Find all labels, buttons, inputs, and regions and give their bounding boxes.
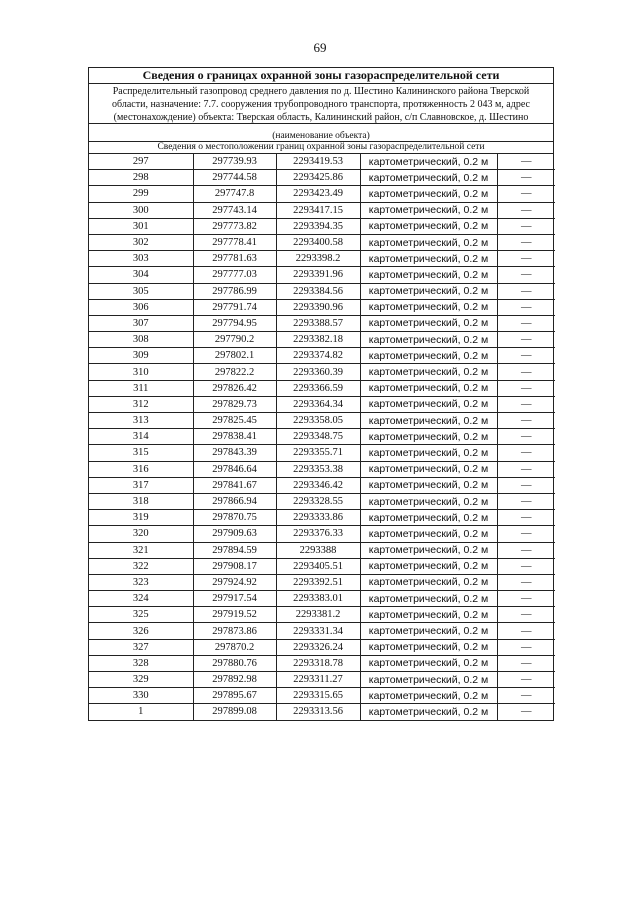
point-number-cell: 315 bbox=[89, 445, 193, 461]
point-number-cell: 311 bbox=[89, 380, 193, 396]
method-cell: картометрический, 0.2 м bbox=[360, 672, 497, 688]
extra-cell: — bbox=[497, 283, 555, 299]
table-row bbox=[89, 558, 555, 574]
extra-cell: — bbox=[497, 477, 555, 493]
extra-cell: — bbox=[497, 364, 555, 380]
extra-cell: — bbox=[497, 348, 555, 364]
point-number-cell: 319 bbox=[89, 510, 193, 526]
y-coordinate-cell: 2293328.55 bbox=[276, 493, 360, 509]
point-number-cell: 316 bbox=[89, 461, 193, 477]
y-coordinate-cell: 2293355.71 bbox=[276, 445, 360, 461]
x-coordinate-cell: 297744.58 bbox=[193, 170, 276, 186]
x-coordinate-cell: 297790.2 bbox=[193, 332, 276, 348]
extra-cell: — bbox=[497, 186, 555, 202]
point-number-cell: 307 bbox=[89, 315, 193, 331]
y-coordinate-cell: 2293390.96 bbox=[276, 299, 360, 315]
y-coordinate-cell: 2293394.35 bbox=[276, 218, 360, 234]
y-coordinate-cell: 2293419.53 bbox=[276, 154, 360, 170]
method-cell: картометрический, 0.2 м bbox=[360, 348, 497, 364]
method-cell: картометрический, 0.2 м bbox=[360, 461, 497, 477]
extra-cell: — bbox=[497, 445, 555, 461]
method-cell: картометрический, 0.2 м bbox=[360, 526, 497, 542]
x-coordinate-cell: 297894.59 bbox=[193, 542, 276, 558]
point-number-cell: 299 bbox=[89, 186, 193, 202]
y-coordinate-cell: 2293366.59 bbox=[276, 380, 360, 396]
extra-cell: — bbox=[497, 267, 555, 283]
method-cell: картометрический, 0.2 м bbox=[360, 380, 497, 396]
y-coordinate-cell: 2293381.2 bbox=[276, 607, 360, 623]
x-coordinate-cell: 297826.42 bbox=[193, 380, 276, 396]
method-cell: картометрический, 0.2 м bbox=[360, 493, 497, 509]
x-coordinate-cell: 297917.54 bbox=[193, 591, 276, 607]
table-row bbox=[89, 348, 555, 364]
x-coordinate-cell: 297778.41 bbox=[193, 234, 276, 250]
extra-cell: — bbox=[497, 688, 555, 704]
table-row bbox=[89, 526, 555, 542]
coordinates-table-body bbox=[89, 154, 555, 720]
y-coordinate-cell: 2293391.96 bbox=[276, 267, 360, 283]
point-number-cell: 328 bbox=[89, 655, 193, 671]
table-row bbox=[89, 202, 555, 218]
point-number-cell: 302 bbox=[89, 234, 193, 250]
y-coordinate-cell: 2293315.65 bbox=[276, 688, 360, 704]
table-row bbox=[89, 510, 555, 526]
point-number-cell: 306 bbox=[89, 299, 193, 315]
x-coordinate-cell: 297908.17 bbox=[193, 558, 276, 574]
extra-cell: — bbox=[497, 154, 555, 170]
table-row bbox=[89, 542, 555, 558]
point-number-cell: 323 bbox=[89, 574, 193, 590]
method-cell: картометрический, 0.2 м bbox=[360, 558, 497, 574]
extra-cell: — bbox=[497, 234, 555, 250]
table-row bbox=[89, 186, 555, 202]
table-row bbox=[89, 445, 555, 461]
table-row bbox=[89, 623, 555, 639]
y-coordinate-cell: 2293383.01 bbox=[276, 591, 360, 607]
point-number-cell: 320 bbox=[89, 526, 193, 542]
extra-cell: — bbox=[497, 510, 555, 526]
y-coordinate-cell: 2293425.86 bbox=[276, 170, 360, 186]
point-number-cell: 318 bbox=[89, 493, 193, 509]
extra-cell: — bbox=[497, 591, 555, 607]
y-coordinate-cell: 2293331.34 bbox=[276, 623, 360, 639]
y-coordinate-cell: 2293311.27 bbox=[276, 672, 360, 688]
method-cell: картометрический, 0.2 м bbox=[360, 251, 497, 267]
y-coordinate-cell: 2293313.56 bbox=[276, 704, 360, 720]
point-number-cell: 321 bbox=[89, 542, 193, 558]
extra-cell: — bbox=[497, 639, 555, 655]
y-coordinate-cell: 2293326.24 bbox=[276, 639, 360, 655]
method-cell: картометрический, 0.2 м bbox=[360, 202, 497, 218]
method-cell: картометрический, 0.2 м bbox=[360, 364, 497, 380]
method-cell: картометрический, 0.2 м bbox=[360, 510, 497, 526]
y-coordinate-cell: 2293405.51 bbox=[276, 558, 360, 574]
extra-cell: — bbox=[497, 299, 555, 315]
table-row bbox=[89, 267, 555, 283]
method-cell: картометрический, 0.2 м bbox=[360, 477, 497, 493]
method-cell: картометрический, 0.2 м bbox=[360, 623, 497, 639]
extra-cell: — bbox=[497, 461, 555, 477]
table-row bbox=[89, 672, 555, 688]
document-title: Сведения о границах охранной зоны газораспределительной сети bbox=[89, 68, 553, 84]
table-row bbox=[89, 170, 555, 186]
table-row bbox=[89, 591, 555, 607]
method-cell: картометрический, 0.2 м bbox=[360, 396, 497, 412]
x-coordinate-cell: 297786.99 bbox=[193, 283, 276, 299]
table-row bbox=[89, 477, 555, 493]
point-number-cell: 305 bbox=[89, 283, 193, 299]
point-number-cell: 1 bbox=[89, 704, 193, 720]
table-row bbox=[89, 396, 555, 412]
y-coordinate-cell: 2293400.58 bbox=[276, 234, 360, 250]
point-number-cell: 329 bbox=[89, 672, 193, 688]
extra-cell: — bbox=[497, 655, 555, 671]
method-cell: картометрический, 0.2 м bbox=[360, 413, 497, 429]
x-coordinate-cell: 297846.64 bbox=[193, 461, 276, 477]
point-number-cell: 304 bbox=[89, 267, 193, 283]
extra-cell: — bbox=[497, 542, 555, 558]
method-cell: картометрический, 0.2 м bbox=[360, 332, 497, 348]
page-number: 69 bbox=[313, 40, 327, 55]
y-coordinate-cell: 2293353.38 bbox=[276, 461, 360, 477]
x-coordinate-cell: 297739.93 bbox=[193, 154, 276, 170]
x-coordinate-cell: 297791.74 bbox=[193, 299, 276, 315]
point-number-cell: 310 bbox=[89, 364, 193, 380]
table-row bbox=[89, 429, 555, 445]
x-coordinate-cell: 297838.41 bbox=[193, 429, 276, 445]
point-number-cell: 322 bbox=[89, 558, 193, 574]
point-number-cell: 317 bbox=[89, 477, 193, 493]
y-coordinate-cell: 2293333.86 bbox=[276, 510, 360, 526]
y-coordinate-cell: 2293388 bbox=[276, 542, 360, 558]
method-cell: картометрический, 0.2 м bbox=[360, 704, 497, 720]
x-coordinate-cell: 297825.45 bbox=[193, 413, 276, 429]
x-coordinate-cell: 297794.95 bbox=[193, 315, 276, 331]
extra-cell: — bbox=[521, 706, 532, 718]
point-number-cell: 297 bbox=[89, 154, 193, 170]
x-coordinate-cell: 297829.73 bbox=[193, 396, 276, 412]
x-coordinate-cell: 297773.82 bbox=[193, 218, 276, 234]
y-coordinate-cell: 2293384.56 bbox=[276, 283, 360, 299]
table-row bbox=[89, 639, 555, 655]
extra-cell: — bbox=[497, 202, 555, 218]
point-number-cell: 327 bbox=[89, 639, 193, 655]
x-coordinate-cell: 297873.86 bbox=[193, 623, 276, 639]
table-row bbox=[89, 704, 555, 720]
table-row bbox=[89, 574, 555, 590]
x-coordinate-cell: 297899.08 bbox=[193, 704, 276, 720]
extra-cell: — bbox=[497, 413, 555, 429]
y-coordinate-cell: 2293364.34 bbox=[276, 396, 360, 412]
x-coordinate-cell: 297892.98 bbox=[193, 672, 276, 688]
method-cell: картометрический, 0.2 м bbox=[360, 170, 497, 186]
x-coordinate-cell: 297924.92 bbox=[193, 574, 276, 590]
coordinates-table bbox=[89, 154, 555, 720]
x-coordinate-cell: 297870.75 bbox=[193, 510, 276, 526]
point-number-cell: 309 bbox=[89, 348, 193, 364]
extra-cell: — bbox=[497, 429, 555, 445]
table-row bbox=[89, 461, 555, 477]
method-cell: картометрический, 0.2 м bbox=[360, 315, 497, 331]
point-number-cell: 313 bbox=[89, 413, 193, 429]
section-title: Сведения о местоположении границ охранной зоны газораспределительной сети bbox=[89, 142, 553, 154]
table-row bbox=[89, 251, 555, 267]
point-number-cell: 326 bbox=[89, 623, 193, 639]
method-cell: картометрический, 0.2 м bbox=[360, 299, 497, 315]
y-coordinate-cell: 2293374.82 bbox=[276, 348, 360, 364]
method-cell: картометрический, 0.2 м bbox=[360, 639, 497, 655]
method-cell: картометрический, 0.2 м bbox=[360, 607, 497, 623]
point-number-cell: 298 bbox=[89, 170, 193, 186]
protection-zone-sheet bbox=[88, 67, 554, 721]
table-row bbox=[89, 234, 555, 250]
method-cell: картометрический, 0.2 м bbox=[360, 218, 497, 234]
table-row bbox=[89, 688, 555, 704]
table-row bbox=[89, 283, 555, 299]
x-coordinate-cell: 297895.67 bbox=[193, 688, 276, 704]
object-caption: (наименование объекта) bbox=[89, 130, 553, 142]
extra-cell: — bbox=[497, 380, 555, 396]
extra-cell: — bbox=[497, 396, 555, 412]
y-coordinate-cell: 2293376.33 bbox=[276, 526, 360, 542]
extra-cell: — bbox=[497, 607, 555, 623]
y-coordinate-cell: 2293360.39 bbox=[276, 364, 360, 380]
y-coordinate-cell: 2293348.75 bbox=[276, 429, 360, 445]
table-row bbox=[89, 154, 555, 170]
table-row bbox=[89, 413, 555, 429]
extra-cell: — bbox=[497, 672, 555, 688]
method-cell: картометрический, 0.2 м bbox=[360, 267, 497, 283]
extra-cell: — bbox=[497, 332, 555, 348]
y-coordinate-cell: 2293398.2 bbox=[276, 251, 360, 267]
extra-cell: — bbox=[497, 558, 555, 574]
method-cell: картометрический, 0.2 м bbox=[360, 283, 497, 299]
method-cell: картометрический, 0.2 м bbox=[360, 154, 497, 170]
y-coordinate-cell: 2293423.49 bbox=[276, 186, 360, 202]
x-coordinate-cell: 297870.2 bbox=[193, 639, 276, 655]
extra-cell: — bbox=[497, 623, 555, 639]
table-row bbox=[89, 332, 555, 348]
x-coordinate-cell: 297802.1 bbox=[193, 348, 276, 364]
table-row bbox=[89, 493, 555, 509]
method-cell: картометрический, 0.2 м bbox=[360, 688, 497, 704]
table-row bbox=[89, 218, 555, 234]
point-number-cell: 330 bbox=[89, 688, 193, 704]
method-cell: картометрический, 0.2 м bbox=[360, 186, 497, 202]
table-row bbox=[89, 380, 555, 396]
method-cell: картометрический, 0.2 м bbox=[360, 445, 497, 461]
x-coordinate-cell: 297841.67 bbox=[193, 477, 276, 493]
x-coordinate-cell: 297747.8 bbox=[193, 186, 276, 202]
y-coordinate-cell: 2293358.05 bbox=[276, 413, 360, 429]
method-cell: картометрический, 0.2 м bbox=[360, 234, 497, 250]
x-coordinate-cell: 297880.76 bbox=[193, 655, 276, 671]
extra-cell: — bbox=[497, 218, 555, 234]
method-cell: картометрический, 0.2 м bbox=[360, 591, 497, 607]
x-coordinate-cell: 297781.63 bbox=[193, 251, 276, 267]
extra-cell: — bbox=[497, 251, 555, 267]
x-coordinate-cell: 297822.2 bbox=[193, 364, 276, 380]
y-coordinate-cell: 2293346.42 bbox=[276, 477, 360, 493]
point-number-cell: 312 bbox=[89, 396, 193, 412]
y-coordinate-cell: 2293388.57 bbox=[276, 315, 360, 331]
point-number-cell: 314 bbox=[89, 429, 193, 445]
extra-cell: — bbox=[497, 574, 555, 590]
table-row bbox=[89, 364, 555, 380]
point-number-cell: 303 bbox=[89, 251, 193, 267]
extra-cell: — bbox=[497, 315, 555, 331]
x-coordinate-cell: 297843.39 bbox=[193, 445, 276, 461]
table-row bbox=[89, 607, 555, 623]
point-number-cell: 325 bbox=[89, 607, 193, 623]
y-coordinate-cell: 2293382.18 bbox=[276, 332, 360, 348]
object-description: Распределительный газопровод среднего давления по д. Шестино Калининского района Тверской области, назначение: 7.7. сооружения трубопроводного транспорта, протяженность 2 043 м, адрес (местонахождение) объекта: Тверская область, Калининский район, с/п Славновское, д. Шестино bbox=[89, 84, 553, 124]
x-coordinate-cell: 297919.52 bbox=[193, 607, 276, 623]
table-row bbox=[89, 655, 555, 671]
method-cell: картометрический, 0.2 м bbox=[360, 655, 497, 671]
extra-cell: — bbox=[497, 526, 555, 542]
x-coordinate-cell: 297866.94 bbox=[193, 493, 276, 509]
method-cell: картометрический, 0.2 м bbox=[360, 574, 497, 590]
y-coordinate-cell: 2293318.78 bbox=[276, 655, 360, 671]
extra-cell: — bbox=[497, 170, 555, 186]
table-row bbox=[89, 315, 555, 331]
point-number-cell: 301 bbox=[89, 218, 193, 234]
point-number-cell: 324 bbox=[89, 591, 193, 607]
x-coordinate-cell: 297777.03 bbox=[193, 267, 276, 283]
extra-cell: — bbox=[497, 493, 555, 509]
table-row bbox=[89, 299, 555, 315]
method-cell: картометрический, 0.2 м bbox=[360, 429, 497, 445]
x-coordinate-cell: 297743.14 bbox=[193, 202, 276, 218]
y-coordinate-cell: 2293392.51 bbox=[276, 574, 360, 590]
point-number-cell: 300 bbox=[89, 202, 193, 218]
method-cell: картометрический, 0.2 м bbox=[360, 542, 497, 558]
point-number-cell: 308 bbox=[89, 332, 193, 348]
y-coordinate-cell: 2293417.15 bbox=[276, 202, 360, 218]
x-coordinate-cell: 297909.63 bbox=[193, 526, 276, 542]
